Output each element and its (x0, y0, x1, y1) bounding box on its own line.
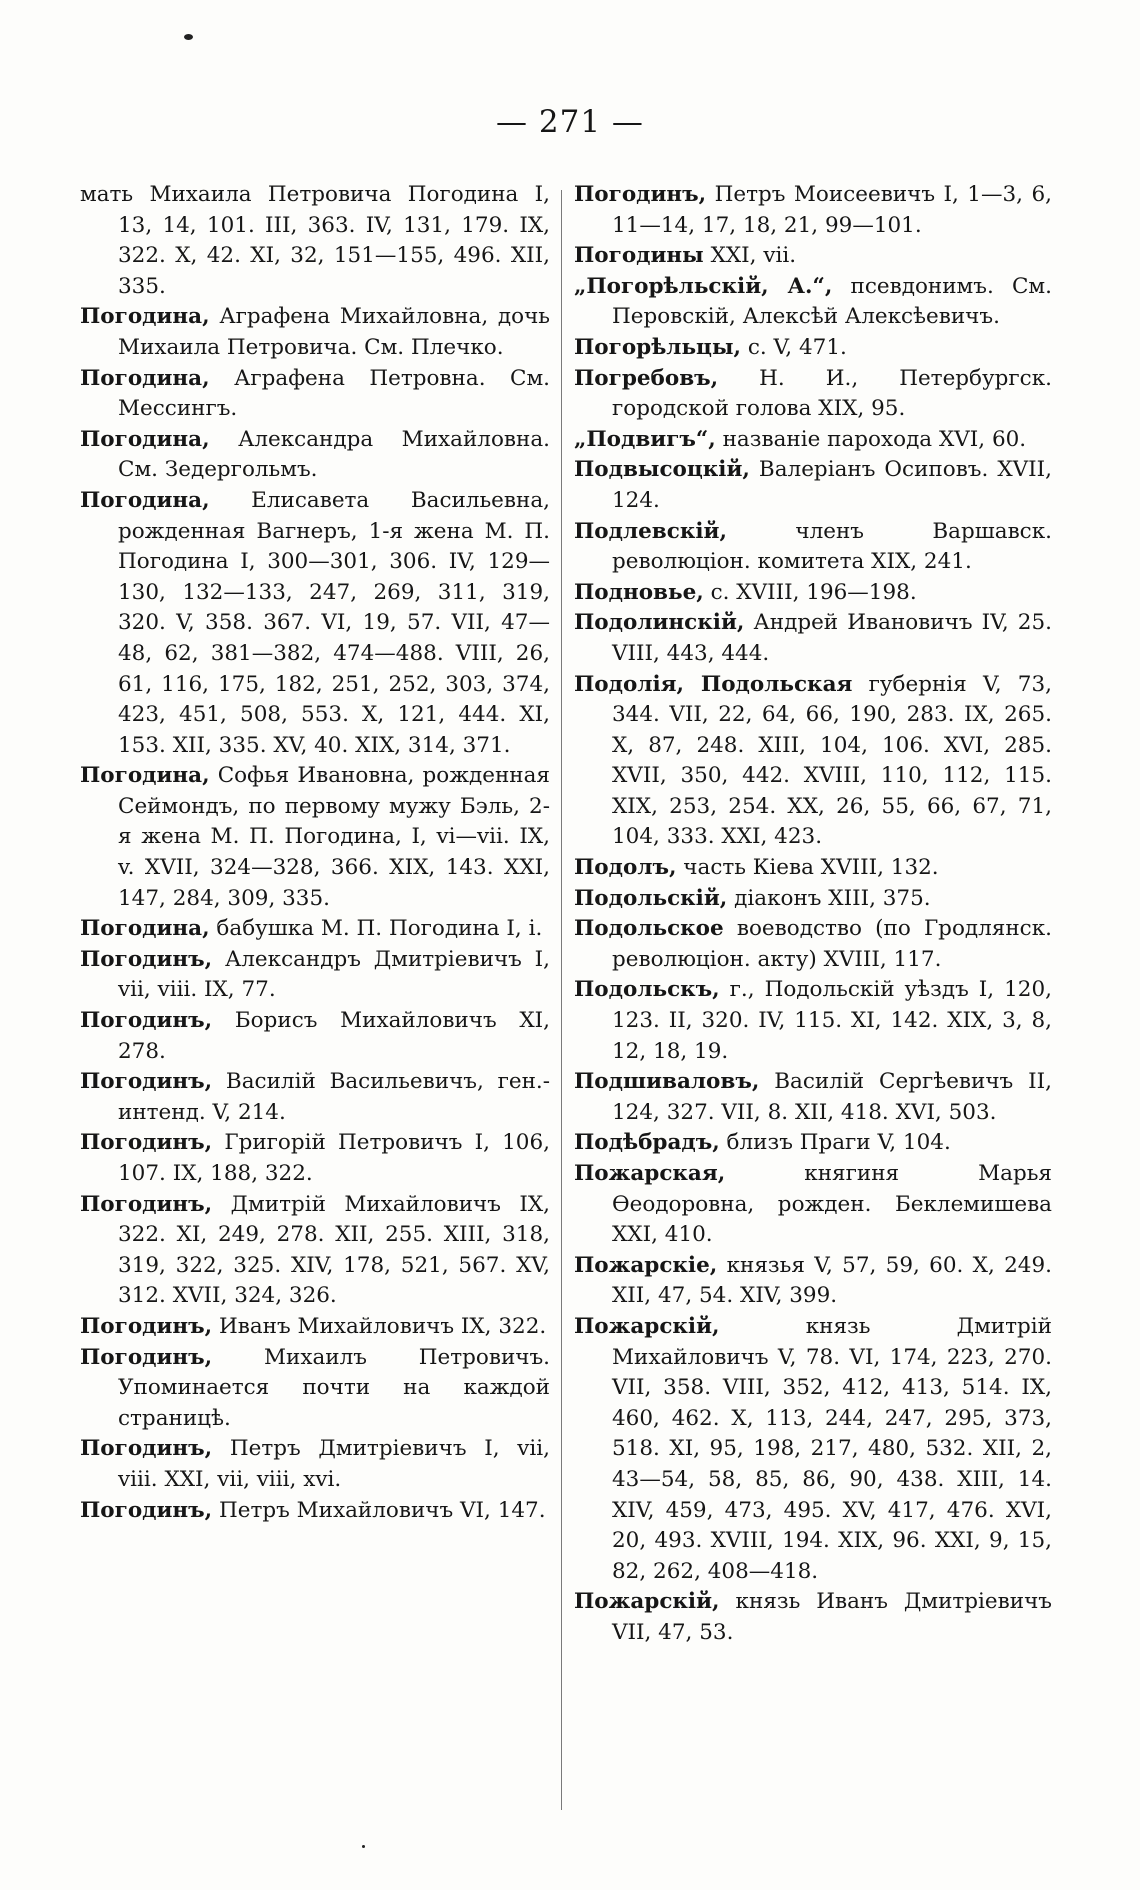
index-entry (574, 1312, 1052, 1587)
entry-heading: Пожарскій, (574, 1313, 720, 1339)
index-entry (574, 975, 1052, 1067)
entry-references: губернія V, 73, 344. VII, 22, 64, 66, 190, 283. IX, 265. X, 87, 248. XIII, 104, 106. XVI, 285. XVII, 350, 442. XVIII, 110, 112, 115. XIX, 253, 254. XX, 26, 55, 66, 67, 71, 104, 333. XXI, 423. (612, 671, 1052, 850)
index-entry (574, 914, 1052, 975)
entry-heading: Подлевскій, (574, 518, 727, 544)
entry-references: князья V, 57, 59, 60. X, 249. XII, 47, 54. XIV, 399. (612, 1252, 1052, 1309)
column-divider (561, 190, 562, 1810)
entry-heading: Пожарская, (574, 1161, 726, 1186)
entry-references: часть Кіева XVIII, 132. (676, 855, 939, 881)
entry-references: Аграфена Петровна. См. Мессингъ. (118, 365, 550, 422)
entry-references: воеводство (по Гродлянск. революціон. акту) XVIII, 117. (612, 916, 1052, 972)
index-entry (574, 455, 1052, 516)
entry-references: Александра Михайловна. См. Зедергольмъ. (118, 426, 550, 483)
index-entry (80, 486, 550, 761)
entry-references: псевдонимъ. См. Перовскій, Алексѣй Алексѣевичъ. (612, 273, 1052, 330)
entry-references: Василій Сергѣевичъ II, 124, 327. VII, 8. XII, 418. XVI, 503. (612, 1069, 1052, 1125)
entry-heading: Подольское (574, 916, 724, 942)
ink-speck (362, 1845, 365, 1848)
index-entry (574, 517, 1052, 578)
entry-heading: Подолинскій, (574, 610, 745, 636)
entry-heading: Пожарскій, (574, 1589, 720, 1615)
ink-speck (184, 34, 193, 40)
entry-references: Григорій Петровичъ I, 106, 107. IX, 188, 322. (118, 1130, 550, 1186)
entry-heading: Подвысоцкій, (574, 457, 750, 483)
entry-heading: Погодинъ, (80, 1069, 213, 1095)
entry-references: Дмитрій Михайловичъ IX, 322. XI, 249, 278. XII, 255. XIII, 318, 319, 322, 325. XIV, 178, 521, 567. XV, 312. XVII, 324, 326. (118, 1191, 550, 1309)
entry-heading: Подолъ, (574, 855, 677, 881)
index-entry (80, 1006, 550, 1067)
entry-heading: Подольскій, (574, 885, 728, 911)
entry-heading: Погодинъ, (80, 1497, 213, 1523)
entry-references: Аграфена Михайловна, дочь Михаила Петровича. См. Плечко. (118, 304, 550, 360)
index-entry (574, 364, 1052, 425)
index-entry (574, 272, 1052, 333)
index-entry (574, 1251, 1052, 1312)
entry-references: XXI, vii. (703, 243, 797, 269)
entry-heading: Погодина, (80, 763, 210, 789)
entry-heading: Погодинъ, (80, 1191, 213, 1217)
index-entry (80, 364, 550, 425)
index-entry (80, 425, 550, 486)
index-entry (574, 425, 1052, 456)
entry-references: членъ Варшавск. революціон. комитета XIX, 241. (612, 518, 1052, 575)
index-entry (80, 1343, 550, 1435)
entry-references: близъ Праги V, 104. (719, 1130, 951, 1156)
index-entry (80, 302, 550, 363)
entry-references: Валеріанъ Осиповъ. XVII, 124. (612, 457, 1052, 513)
entry-heading: Погодины (574, 243, 704, 269)
entry-references: с. V, 471. (740, 334, 847, 360)
index-entry (574, 333, 1052, 364)
index-column-left (80, 180, 550, 1526)
entry-heading: Погодина, (80, 304, 210, 330)
index-entry (80, 1434, 550, 1495)
index-entry (80, 945, 550, 1006)
entry-heading: Погодинъ, (80, 946, 213, 972)
entry-heading: Подновье, (574, 579, 704, 605)
entry-references: Василій Васильевичъ, ген.-интенд. V, 214. (118, 1069, 550, 1125)
entry-references: Петръ Дмитріевичъ I, vii, viii. XXI, vii, viii, xvi. (118, 1436, 550, 1492)
entry-heading: Погребовъ, (574, 365, 719, 391)
entry-heading: „Погорѣльскій, А.“, (574, 273, 833, 299)
index-entry (574, 180, 1052, 241)
index-entry (80, 1312, 550, 1343)
entry-references: Александръ Дмитріевичъ I, vii, viii. IX, 77. (118, 946, 550, 1003)
entry-references: Петръ Михайловичъ VI, 147. (212, 1497, 546, 1523)
entry-heading: Погодина, (80, 487, 210, 513)
index-entry (80, 180, 550, 302)
entry-references: г., Подольскій уѣздъ I, 120, 123. II, 320. IV, 115. XI, 142. XIX, 3, 8, 12, 18, 19. (612, 977, 1052, 1064)
entry-heading: Погодина, (80, 365, 210, 391)
entry-heading: Погодинъ, (80, 1436, 213, 1462)
entry-heading: Подолія, Подольская (574, 671, 853, 697)
entry-references: названіе парохода XVI, 60. (715, 426, 1027, 452)
entry-references: Петръ Моисеевичъ I, 1—3, 6, 11—14, 17, 18, 21, 99—101. (612, 182, 1052, 238)
entry-references: Софья Ивановна, рожденная Сеймондъ, по первому мужу Бэль, 2-я жена М. П. Погодина, I, vi—vii. IX, v. XVII, 324—328, 366. XIX, 143. XXI, 147, 284, 309, 335. (118, 763, 550, 911)
index-column-right (574, 180, 1052, 1649)
index-entry (80, 1067, 550, 1128)
entry-heading: Погодинъ, (80, 1313, 213, 1339)
index-entry (80, 1496, 550, 1527)
entry-references: діаконъ XIII, 375. (727, 885, 931, 911)
entry-references: Н. И., Петербургск. городской голова XIX, 95. (612, 365, 1052, 422)
entry-references: князь Иванъ Дмитріевичъ VII, 47, 53. (612, 1589, 1052, 1645)
index-entry (80, 1190, 550, 1312)
entry-heading: Погодинъ, (80, 1008, 213, 1034)
entry-references: князь Дмитрій Михайловичъ V, 78. VI, 174, 223, 270. VII, 358. VIII, 352, 412, 413, 514. IX, 460, 462. X, 113, 244, 247, 295, 373, 518. XI, 95, 198, 217, 480, 532. XII, 2, 43—54, 58, 85, 86, 90, 438. XIII, 14. XIV, 459, 473, 495. XV, 417, 476. XVI, 20, 493. XVIII, 194. XIX, 96. XXI, 9, 15, 82, 262, 408—418. (612, 1313, 1052, 1584)
index-entry (574, 1587, 1052, 1648)
entry-heading: Погодина, (80, 916, 210, 942)
entry-references: Иванъ Михайловичъ IX, 322. (212, 1313, 547, 1339)
entry-references: Борисъ Михайловичъ XI, 278. (118, 1008, 550, 1064)
entry-references: Михаилъ Петровичъ. Упоминается почти на каждой страницѣ. (118, 1344, 550, 1431)
entry-heading: Погодина, (80, 426, 210, 452)
entry-references: Андрей Ивановичъ IV, 25. VIII, 443, 444. (612, 610, 1052, 666)
index-entry (80, 914, 550, 945)
entry-heading: „Подвигъ“, (574, 426, 716, 452)
entry-heading: Погодинъ, (80, 1130, 213, 1156)
entry-heading: Пожарскіе, (574, 1252, 718, 1278)
index-entry (574, 853, 1052, 884)
entry-heading: Подольскъ, (574, 977, 720, 1003)
index-entry (574, 241, 1052, 272)
index-entry (574, 670, 1052, 854)
entry-references: с. XVIII, 196—198. (703, 579, 917, 605)
index-entry (574, 608, 1052, 669)
index-entry (574, 1159, 1052, 1251)
index-entry (574, 578, 1052, 609)
entry-heading: Подѣбрадъ, (574, 1130, 720, 1156)
index-entry (574, 884, 1052, 915)
entry-heading: Погодинъ, (80, 1344, 213, 1370)
index-entry (574, 1067, 1052, 1128)
index-entry (80, 761, 550, 914)
entry-heading: Погорѣльцы, (574, 334, 741, 360)
entry-references: мать Михаила Петровича Погодина I, 13, 14, 101. III, 363. IV, 131, 179. IX, 322. X, 42. XI, 32, 151—155, 496. XII, 335. (80, 182, 550, 299)
entry-references: бабушка М. П. Погодина I, i. (209, 916, 543, 942)
entry-references: Елисавета Васильевна, рожденная Вагнеръ, 1-я жена М. П. Погодина I, 300—301, 306. IV, 129—130, 132—133, 247, 269, 311, 319, 320. V, 358. 367. VI, 19, 57. VII, 47—48, 62, 381—382, 474—488. VIII, 26, 61, 116, 175, 182, 251, 252, 303, 374, 423, 451, 508, 553. X, 121, 444. XI, 153. XII, 335. XV, 40. XIX, 314, 371. (118, 487, 550, 758)
entry-heading: Погодинъ, (574, 182, 707, 207)
entry-references: княгиня Марья Өеодоровна, рожден. Беклемишева XXI, 410. (612, 1161, 1052, 1248)
index-entry (574, 1128, 1052, 1159)
entry-heading: Подшиваловъ, (574, 1069, 760, 1095)
index-entry (80, 1128, 550, 1189)
page-number: — 271 — (496, 104, 644, 140)
